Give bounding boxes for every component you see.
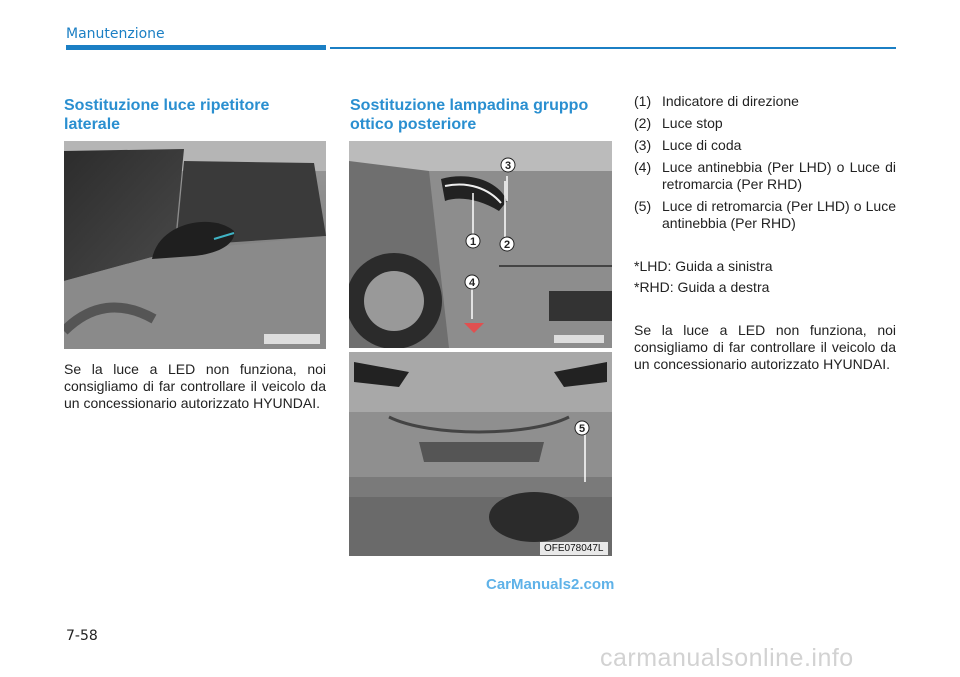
svg-text:2: 2 [503, 239, 511, 251]
page-number: 7-58 [66, 628, 98, 644]
footer-watermark: carmanualsonline.info [600, 644, 854, 672]
side-repeater-heading: Sostituzione luce ripetitore laterale [64, 97, 270, 133]
note-lhd: *LHD: Guida a sinistra [634, 258, 773, 274]
section-title: Manutenzione [66, 26, 165, 42]
watermark-link[interactable]: CarManuals2.com [486, 576, 615, 593]
lamp-list [634, 93, 896, 237]
callout-5 [575, 421, 589, 435]
list-item: (5) Luce di retromarcia (Per LHD) o Luce antinebbia (Per RHD) [634, 198, 896, 231]
callout-1 [466, 234, 480, 248]
rear-combination-heading: Sostituzione lampadina gruppo ottico posteriore [350, 97, 589, 133]
callout-3 [501, 158, 515, 172]
list-item: (3) Luce di coda [634, 137, 742, 153]
note-rhd: *RHD: Guida a destra [634, 279, 770, 295]
svg-text:4: 4 [468, 277, 476, 289]
callout-4 [465, 275, 479, 289]
header-rule-thick [66, 45, 326, 50]
image-code: OFE078047L [540, 542, 608, 555]
svg-text:5: 5 [578, 423, 586, 435]
side-repeater-photo [64, 141, 326, 349]
list-item: (2) Luce stop [634, 115, 723, 131]
right-paragraph: Se la luce a LED non funziona, noi consigliamo di far controllare il veicolo da un concessionario autorizzato HYUNDAI. [634, 322, 896, 372]
callout-2 [500, 237, 514, 251]
svg-text:3: 3 [504, 160, 512, 172]
rear-lamp-photo-bottom [349, 352, 612, 556]
header-rule-thin [330, 47, 896, 49]
left-paragraph: Se la luce a LED non funziona, noi consigliamo di far controllare il veicolo da un concessionario autorizzato HYUNDAI. [64, 361, 326, 411]
list-item: (4) Luce antinebbia (Per LHD) o Luce di retromarcia (Per RHD) [634, 159, 896, 192]
list-item: (1) Indicatore di direzione [634, 93, 799, 109]
rear-lamp-photo-top [349, 141, 612, 348]
svg-text:1: 1 [469, 236, 477, 248]
